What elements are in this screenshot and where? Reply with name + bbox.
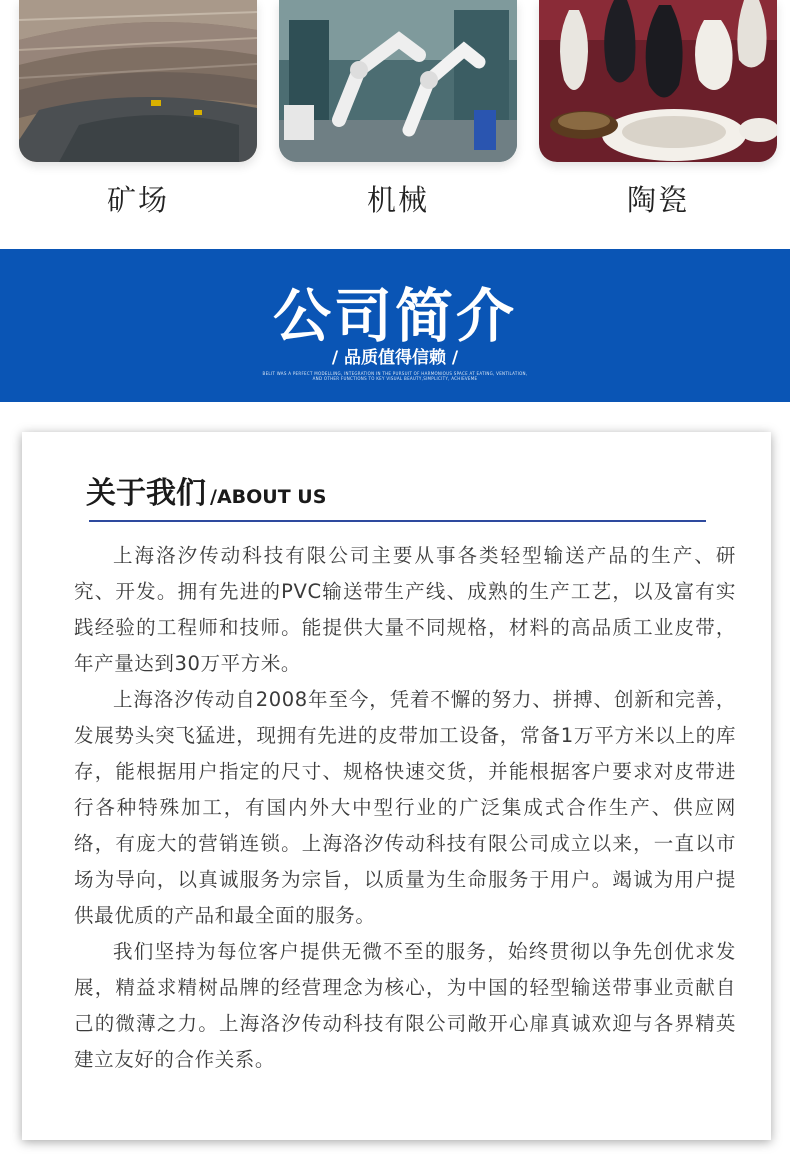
- industry-gallery: [0, 0, 790, 249]
- about-card: [22, 432, 771, 1140]
- industry-label-machinery: 机械: [366, 183, 429, 217]
- about-paragraph-2: 上海洛汐传动自2008年至今，凭着不懈的努力、拼搏、创新和完善，发展势头突飞猛进，现拥有先进的皮带加工设备，常备1万平方米以上的库存，能根据用户指定的尺寸、规格快速交货，并能根据客户要求对皮带进行各种特殊加工，有国内外大中型行业的广泛集成式合作生产、供应网络，有庞大的营销连锁。上海洛汐传动科技有限公司成立以来，一直以市场为导向，以真诚服务为宗旨，以质量为生命服务于用户。竭诚为用户提供最优质的产品和最全面的服务。: [74, 688, 736, 927]
- about-title-cn: 关于我们: [86, 476, 206, 511]
- industry-label-ceramics: 陶瓷: [626, 183, 689, 217]
- company-intro-banner: [0, 249, 790, 402]
- machinery-photo: [279, 0, 517, 162]
- mine-photo: [19, 0, 257, 162]
- banner-title: 公司简介: [272, 282, 517, 350]
- about-title-en: /ABOUT US: [210, 486, 327, 508]
- about-heading: [86, 468, 326, 512]
- about-paragraph-1: 上海洛汐传动科技有限公司主要从事各类轻型输送产品的生产、研究、开发。拥有先进的PVC输送带生产线、成熟的生产工艺，以及富有实践经验的工程师和技师。能提供大量不同规格，材料的高品质工业皮带，年产量达到30万平方米。: [74, 544, 736, 675]
- ceramics-photo: [539, 0, 777, 162]
- industry-card-ceramics[interactable]: [539, 0, 777, 219]
- banner-tagline: BELIT WAS A PERFECT MODELLING, INTEGRATION IN THE PURSUIT OF HARMONIOUS SPACE AT EATING, VENTILATION, AND OTHER FUNCTIONS TO KEY VISUAL BEAUTY,SIMPLICITY, ACHIEVEME: [262, 371, 528, 381]
- industry-card-machinery[interactable]: [279, 0, 517, 219]
- about-paragraph-3: 我们坚持为每位客户提供无微不至的服务，始终贯彻以争先创优求发展，精益求精树品牌的经营理念为核心，为中国的轻型输送带事业贡献自己的微薄之力。上海洛汐传动科技有限公司敞开心扉真诚欢迎与各界精英建立友好的合作关系。: [74, 940, 736, 1071]
- industry-label-mine: 矿场: [106, 183, 169, 217]
- banner-subtitle: / 品质值得信赖 /: [331, 348, 459, 368]
- about-body: [74, 538, 736, 1078]
- industry-card-mine[interactable]: [19, 0, 257, 219]
- about-divider: [89, 520, 706, 522]
